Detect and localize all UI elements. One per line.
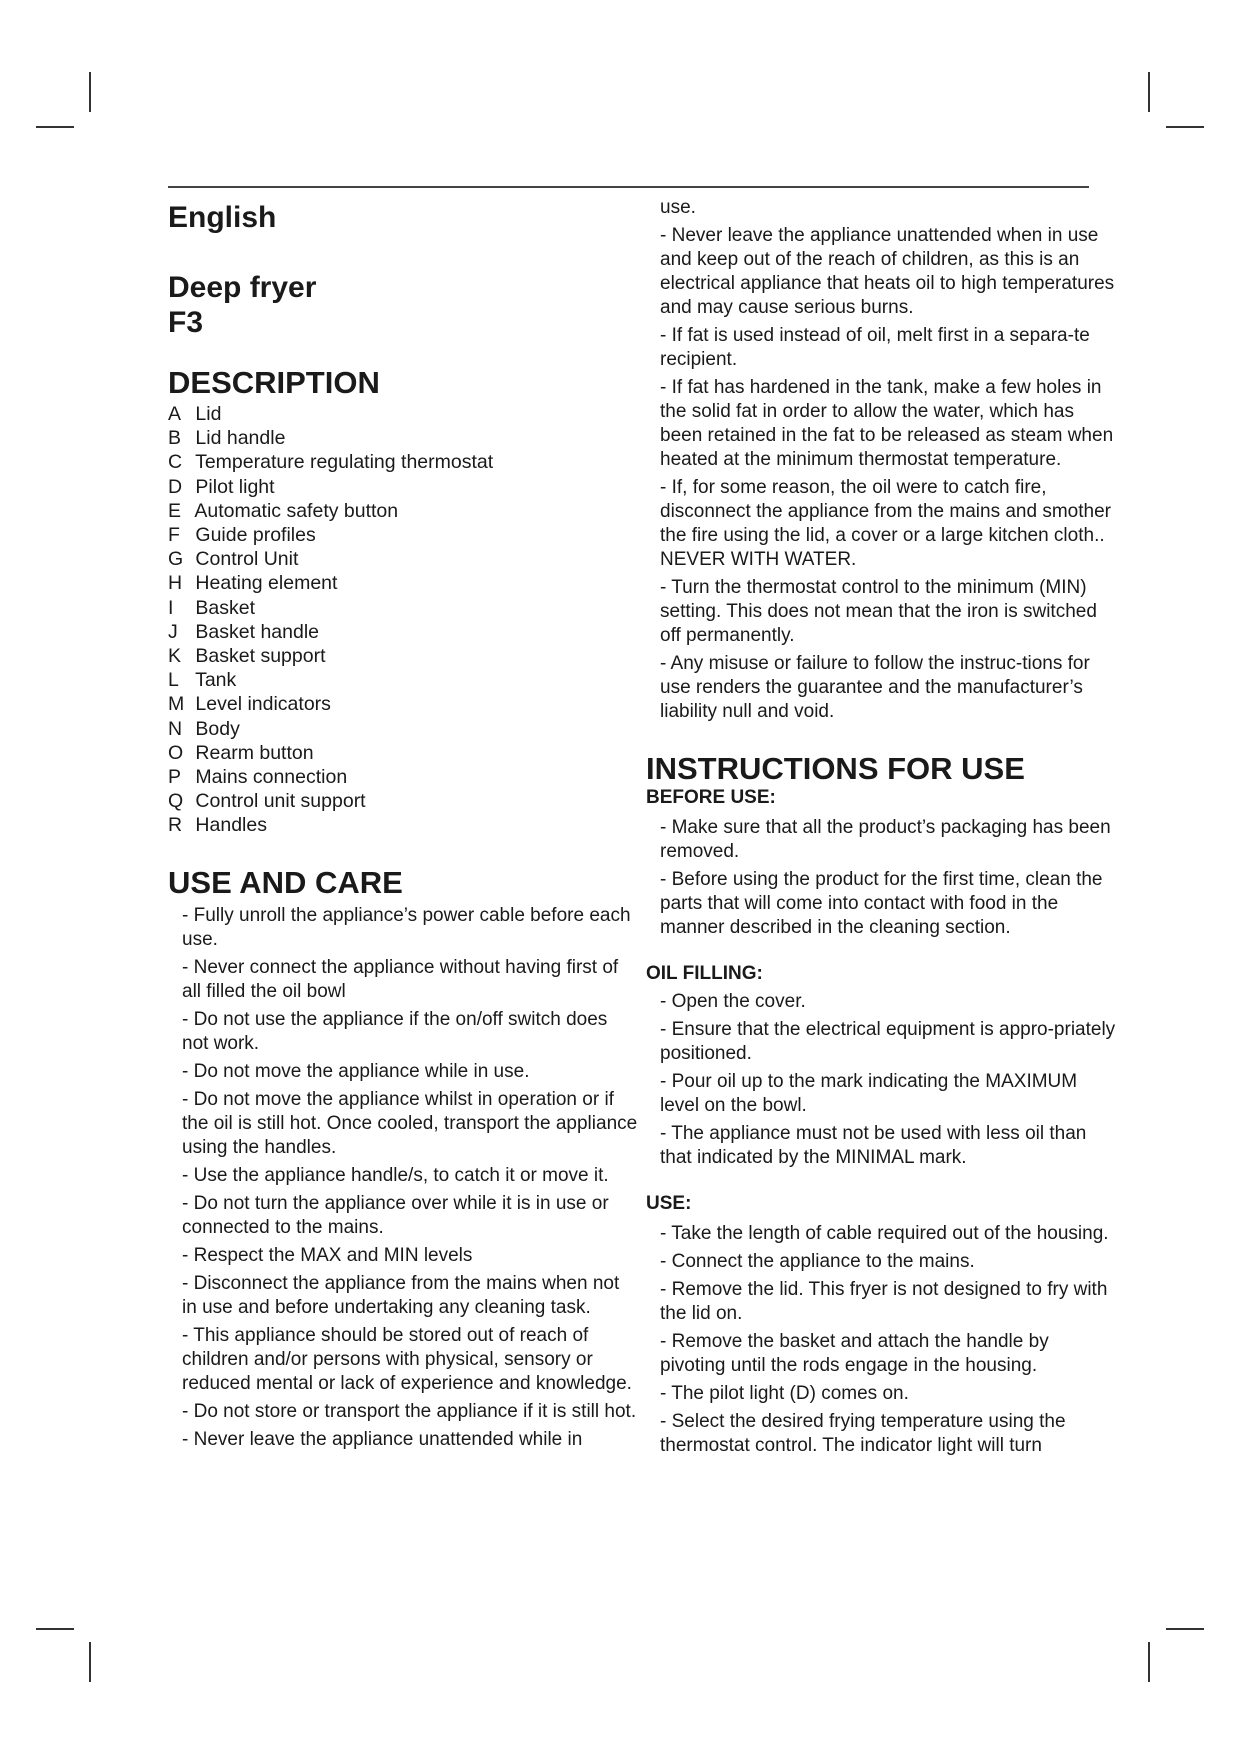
list-item: - Never leave the appliance unattended while in [182, 1428, 583, 1450]
list-item: - If fat has hardened in the tank, make a few holes in the solid fat in order to allow the water, which has been retained in the fat to be released as steam when heated at the minimum thermostat temperature. [660, 377, 1114, 470]
list-item: - Before using the product for the first time, clean the parts that will come into contact with food in the manner described in the cleaning section. [660, 869, 1103, 938]
part-key: E [168, 499, 182, 522]
part-label: Tank [195, 669, 237, 692]
part-key: D [168, 475, 183, 498]
list-item: - Remove the lid. This fryer is not designed to fry with the lid on. [660, 1279, 1108, 1324]
part-item [168, 620, 638, 644]
part-label: Automatic safety button [194, 499, 399, 522]
description-heading: DESCRIPTION [168, 365, 380, 400]
list-item: - Turn the thermostat control to the minimum (MIN) setting. This does not mean that the iron is switched off permanently. [660, 577, 1097, 646]
part-item [168, 668, 638, 692]
oil-filling-list [646, 990, 1116, 1170]
list-item: - Do not turn the appliance over while it is in use or connected to the mains. [182, 1192, 609, 1238]
part-key: B [168, 427, 182, 450]
list-item: - Never leave the appliance unattended when in use and keep out of the reach of children, as this is an electrical appliance that heats oil to high temperatures and may cause serious burns. [660, 225, 1115, 318]
part-item [168, 499, 638, 523]
list-item: - If, for some reason, the oil were to catch fire, disconnect the appliance from the mains and smother the fire using the lid, a cover or a large kitchen cloth.. NEVER WITH WATER. [660, 477, 1111, 570]
right-column [646, 196, 1116, 1462]
before-use-heading: BEFORE USE: [646, 787, 776, 808]
crop-mark [1148, 72, 1150, 112]
list-item: - Take the length of cable required out of the housing. [660, 1223, 1109, 1244]
part-label: Level indicators [195, 693, 331, 716]
instructions-heading: INSTRUCTIONS FOR USE [646, 751, 1025, 786]
part-label: Basket support [195, 645, 326, 668]
list-item: - Select the desired frying temperature using the thermostat control. The indicator light will turn [660, 1411, 1066, 1456]
list-item: - Respect the MAX and MIN levels [182, 1244, 473, 1266]
list-item: - Disconnect the appliance from the mains when not in use and before undertaking any cleaning task. [182, 1272, 620, 1318]
left-column [168, 196, 638, 1456]
before-use-list [646, 816, 1116, 940]
part-item [168, 402, 638, 426]
part-label: Temperature regulating thermostat [195, 451, 494, 474]
part-key: O [168, 741, 184, 764]
part-key: P [168, 766, 182, 789]
crop-mark [1166, 1628, 1204, 1630]
list-item: - Do not store or transport the appliance if it is still hot. [182, 1400, 637, 1422]
part-label: Basket [195, 596, 256, 619]
list-item: - Make sure that all the product’s packaging has been removed. [660, 817, 1111, 862]
part-key: Q [168, 790, 184, 813]
crop-mark [89, 72, 91, 112]
part-item [168, 789, 638, 813]
list-item: - The pilot light (D) comes on. [660, 1383, 909, 1404]
part-key: R [168, 814, 183, 837]
list-item: - If fat is used instead of oil, melt first in a separa-te recipient. [660, 325, 1090, 370]
use-list [646, 1222, 1116, 1458]
oil-filling-heading: OIL FILLING: [646, 963, 763, 984]
list-item: - Ensure that the electrical equipment is appro-priately positioned. [660, 1019, 1116, 1064]
list-item: - Any misuse or failure to follow the instruc-tions for use renders the guarantee and the manufacturer’s liability null and void. [660, 653, 1090, 722]
product-model: F3 [168, 306, 204, 339]
list-item: - Use the appliance handle/s, to catch it or move it. [182, 1164, 609, 1186]
part-label: Lid [195, 403, 222, 425]
part-key: J [168, 620, 178, 643]
part-label: Body [195, 717, 240, 740]
part-key: M [168, 693, 185, 716]
part-label: Basket handle [195, 620, 320, 643]
part-item [168, 765, 638, 789]
part-item [168, 741, 638, 765]
crop-mark [36, 126, 74, 128]
use-and-care-continued-list [646, 196, 1116, 724]
list-item: - The appliance must not be used with less oil than that indicated by the MINIMAL mark. [660, 1123, 1087, 1168]
list-item: - Pour oil up to the mark indicating the MAXIMUM level on the bowl. [660, 1071, 1078, 1116]
list-item: - Do not use the appliance if the on/off switch does not work. [182, 1008, 608, 1054]
part-item [168, 813, 638, 837]
crop-mark [1148, 1642, 1150, 1682]
part-item [168, 571, 638, 595]
part-item [168, 475, 638, 499]
part-item [168, 596, 638, 620]
crop-mark [36, 1628, 74, 1630]
language-title: English [168, 201, 277, 234]
crop-mark [89, 1642, 91, 1682]
part-label: Pilot light [195, 475, 275, 498]
part-label: Rearm button [195, 741, 314, 764]
list-item: - Remove the basket and attach the handle by pivoting until the rods engage in the housing. [660, 1331, 1049, 1376]
part-item [168, 644, 638, 668]
part-key: G [168, 548, 184, 571]
part-key: F [168, 524, 180, 547]
use-and-care-list [168, 904, 638, 1452]
part-label: Mains connection [195, 766, 348, 789]
part-key: A [168, 403, 182, 425]
part-item [168, 450, 638, 474]
part-key: H [168, 572, 183, 595]
crop-mark [1166, 126, 1204, 128]
list-item: - Fully unroll the appliance’s power cable before each use. [182, 904, 631, 950]
part-key: K [168, 645, 182, 668]
part-label: Handles [195, 814, 267, 837]
list-item: - This appliance should be stored out of reach of children and/or persons with physical, sensory or reduced mental or lack of experience and knowledge. [182, 1324, 632, 1394]
part-item [168, 426, 638, 450]
use-and-care-heading: USE AND CARE [168, 864, 403, 900]
list-item: - Do not move the appliance while in use. [182, 1060, 530, 1082]
list-item: - Do not move the appliance whilst in operation or if the oil is still hot. Once cooled, transport the appliance using the handles. [182, 1088, 638, 1158]
list-item: - Open the cover. [660, 991, 806, 1012]
part-item [168, 717, 638, 741]
list-item: - Never connect the appliance without having first of all filled the oil bowl [182, 956, 619, 1002]
part-item [168, 692, 638, 716]
part-key: I [168, 596, 174, 619]
use-heading: USE: [646, 1193, 692, 1214]
part-key: N [168, 717, 183, 740]
part-label: Control Unit [195, 548, 299, 571]
part-key: C [168, 451, 183, 474]
part-item [168, 523, 638, 547]
parts-list [168, 402, 638, 838]
part-label: Control unit support [195, 790, 366, 813]
part-label: Lid handle [195, 427, 286, 450]
list-item: use. [660, 197, 696, 218]
part-key: L [168, 669, 179, 692]
part-item [168, 547, 638, 571]
part-label: Heating element [195, 572, 338, 595]
header-rule [168, 186, 1089, 188]
product-name: Deep fryer [168, 271, 317, 304]
list-item: - Connect the appliance to the mains. [660, 1251, 975, 1272]
part-label: Guide profiles [195, 524, 316, 547]
